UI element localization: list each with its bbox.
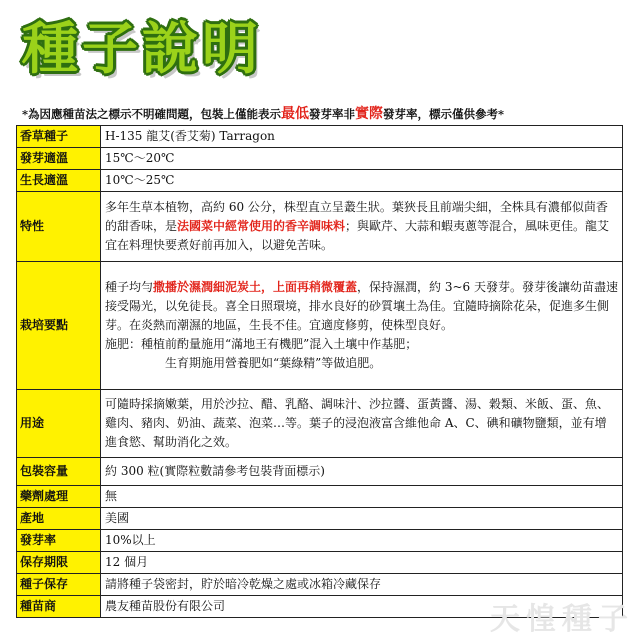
label-growth-temp: 生長適溫 [17, 170, 101, 192]
value-uses: 可隨時採摘嫩葉，用於沙拉、醋、乳酪、調味汁、沙拉醬、蛋黃醬、湯、穀類、米飯、蛋、魚、雞肉、豬肉、奶油、蔬菜、泡菜…等。葉子的浸泡液富含維他命 A、C、碘和礦物鹽類，並有增進食慾、幫助消化之效。 [101, 390, 623, 458]
row-features [17, 192, 623, 262]
watermark-text: 天惶種子 [490, 602, 634, 637]
label-storage: 種子保存 [17, 574, 101, 596]
label-quantity: 包裝容量 [17, 458, 101, 486]
label-origin: 產地 [17, 508, 101, 530]
notice-highlight-actual: 實際 [355, 106, 384, 122]
label-variety: 香草種子 [17, 126, 101, 148]
value-shelf-life: 12 個月 [101, 552, 623, 574]
label-supplier: 種苗商 [17, 596, 101, 618]
page-title: 種子說明 [22, 17, 262, 82]
features-text-1: 多年生草本植物，高約 60 公分，株型直立呈叢生狀。葉狹長且前端尖細，全株具有濃郁似茴香的甜香味，是 [105, 200, 608, 233]
cultivation-highlight: 撒播於濕潤細泥炭土，上面再稍微覆蓋 [153, 280, 358, 294]
features-highlight: 法國菜中經常使用的香辛調味料 [177, 219, 346, 233]
row-storage [17, 574, 623, 596]
fertilizer-line-2: 生育期施用營養肥如“葉綠精”等做追肥。 [165, 356, 382, 370]
notice-text [22, 103, 622, 123]
row-cultivation [17, 262, 623, 390]
value-germination-temp: 15℃～20℃ [101, 148, 623, 170]
value-germination-rate: 10%以上 [101, 530, 623, 552]
value-supplier: 農友種苗股份有限公司 [101, 596, 623, 618]
notice-part-3: 發芽率，標示僅供參考* [383, 107, 505, 121]
row-quantity [17, 458, 623, 486]
row-origin [17, 508, 623, 530]
value-variety: H-135 龍艾(香艾菊) Tarragon [101, 126, 623, 148]
value-features [101, 192, 623, 262]
value-quantity: 約 300 粒(實際粒數請參考包裝背面標示) [101, 458, 623, 486]
row-growth-temp [17, 170, 623, 192]
cultivation-text-2: ，保持濕潤，約 3~6 天發芽。發芽後讓幼苗盡速接受陽光，以免徒長。喜全日照環境，排水良好的砂質壤土為佳。宜隨時摘除花朵，促進多生側芽。在炎熱而潮濕的地區，生長不佳。宜適度修剪，使株型良好。 [105, 280, 618, 332]
row-treatment [17, 486, 623, 508]
value-origin: 美國 [101, 508, 623, 530]
label-germination-rate: 發芽率 [17, 530, 101, 552]
fertilizer-line-1: 施肥：種植前酌量施用“滿地王有機肥”混入土壤中作基肥； [105, 337, 418, 351]
notice-part-2: 發芽率非 [309, 107, 356, 121]
notice-part-1: *為因應種苗法之標示不明確問題，包裝上僅能表示 [22, 107, 282, 121]
row-shelf-life [17, 552, 623, 574]
features-text-2: ；與歐芹、大蒜和蝦夷蔥等混合，風味更佳。龍艾宜在料理快要煮好前再加入，以避免苦味。 [105, 219, 610, 252]
row-germination-rate [17, 530, 623, 552]
notice-highlight-min: 最低 [281, 106, 310, 122]
label-uses: 用途 [17, 390, 101, 458]
row-uses [17, 390, 623, 458]
cultivation-text-1: 種子均勻 [105, 280, 154, 294]
value-treatment: 無 [101, 486, 623, 508]
label-germination-temp: 發芽適溫 [17, 148, 101, 170]
label-treatment: 藥劑處理 [17, 486, 101, 508]
row-germination-temp [17, 148, 623, 170]
value-storage: 請將種子袋密封，貯於暗冷乾燥之處或冰箱冷藏保存 [101, 574, 623, 596]
label-features: 特性 [17, 192, 101, 262]
seed-spec-table [16, 125, 623, 618]
label-shelf-life: 保存期限 [17, 552, 101, 574]
value-growth-temp: 10℃～25℃ [101, 170, 623, 192]
value-cultivation [101, 262, 623, 390]
label-cultivation: 栽培要點 [17, 262, 101, 390]
row-variety [17, 126, 623, 148]
